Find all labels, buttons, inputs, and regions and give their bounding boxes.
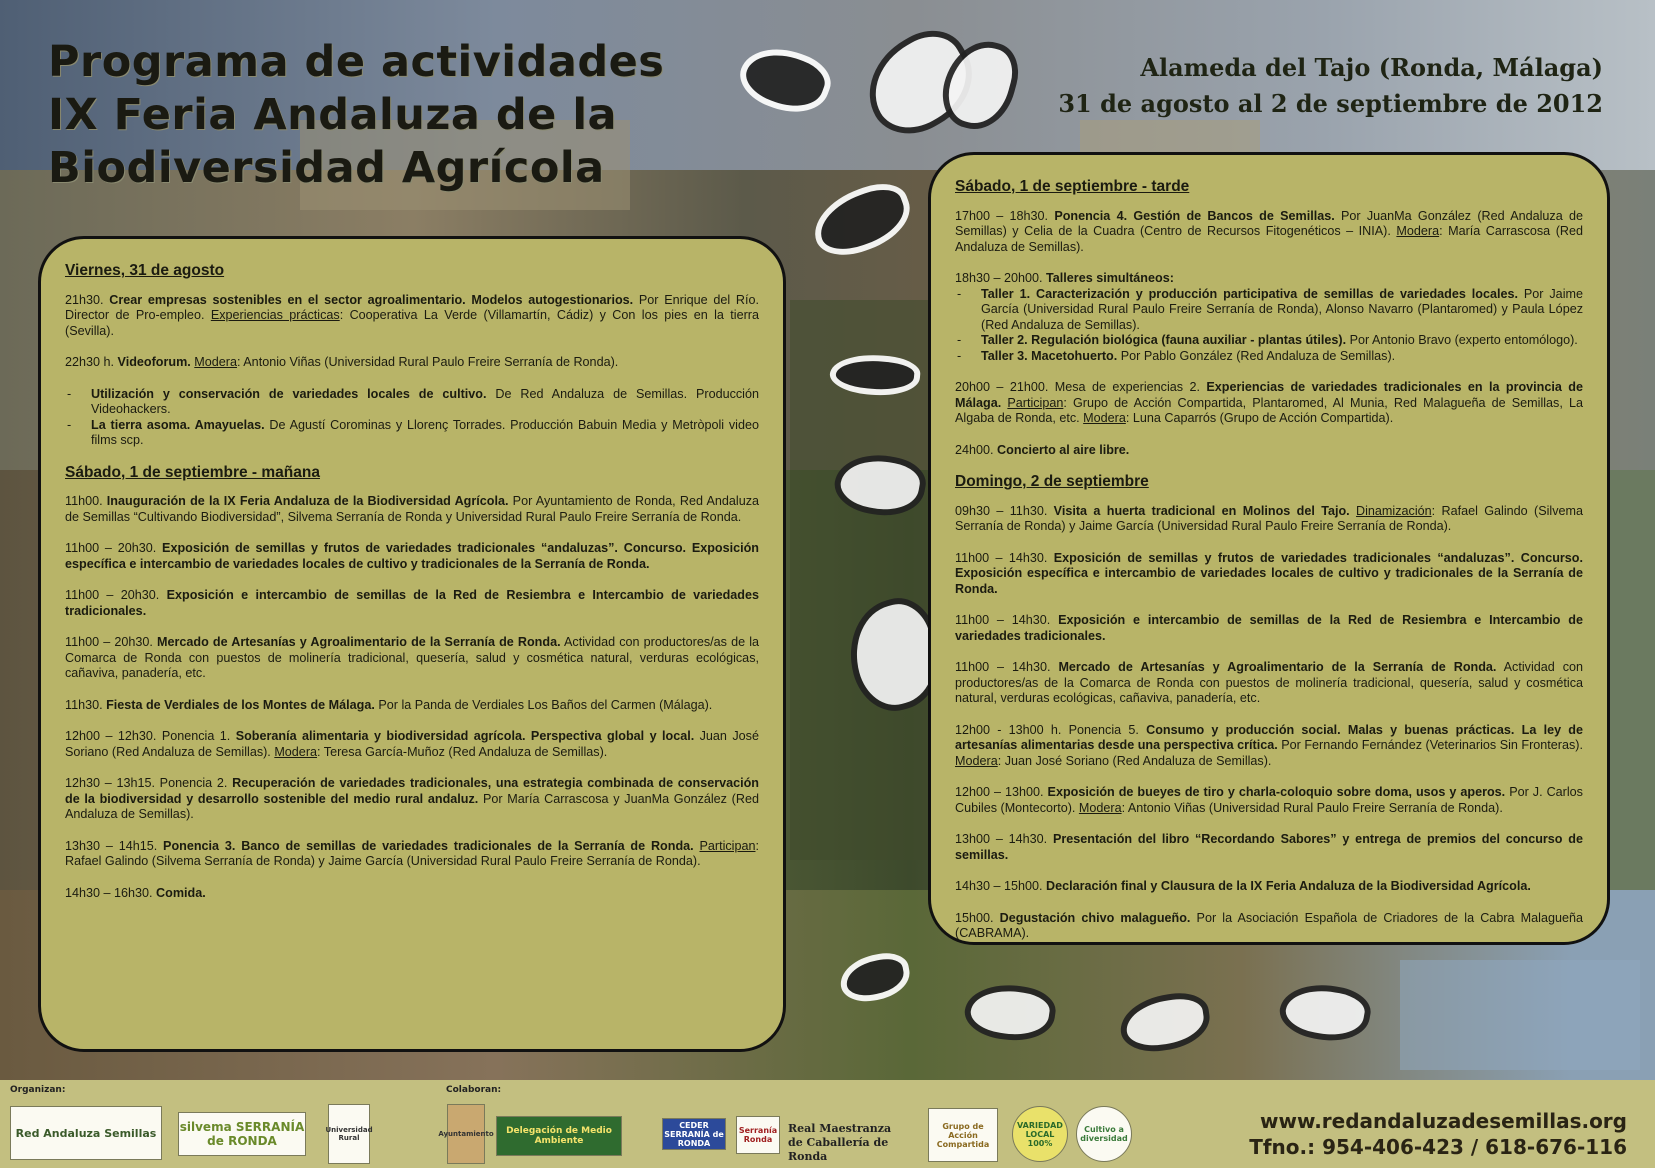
item-title: La tierra asoma. Amayuelas.	[91, 417, 265, 432]
item-title: Exposición de bueyes de tiro y charla-coloquio sobre doma, usos y aperos.	[1043, 785, 1506, 799]
item-title: Experiencias de variedades tradicionales en la provincia de Málaga.	[955, 380, 1583, 410]
day-heading: Sábado, 1 de septiembre - tarde	[955, 178, 1190, 195]
item-title: Declaración final y Clausura de la IX Feria Andaluza de la Biodiversidad Agrícola.	[1042, 879, 1531, 893]
item-text: Actividad con productores/as de la Comarca de Ronda con puestos de molinería tradicional, quesería, salud y cosmética natural, verduras ecológicas, cañaviva, panadería, etc.	[65, 635, 760, 680]
program-item	[955, 911, 1583, 942]
list-item	[65, 418, 759, 449]
poster-title	[48, 36, 664, 195]
program-item	[65, 698, 759, 714]
item-text: : Juan José Soriano (Red Andaluza de Semillas).	[997, 753, 1272, 768]
item-time: 13h00 – 14h30.	[955, 832, 1048, 846]
venue-dates: 31 de agosto al 2 de septiembre de 2012	[1058, 89, 1603, 118]
day-heading: Viernes, 31 de agosto	[65, 262, 225, 279]
item-text: Por la Asociación Española de Criadores de la Cabra Malagueña (CABRAMA).	[955, 910, 1583, 940]
list-item	[955, 349, 1583, 365]
item-text: De Red Andaluza de Semillas. Producción Videohackers.	[91, 386, 759, 416]
item-label: Modera	[1083, 411, 1126, 425]
day-heading: Sábado, 1 de septiembre - mañana	[65, 463, 320, 481]
item-text: Por Ayuntamiento de Ronda, Red Andaluza de Semillas “Cultivando Biodiversidad”, Silvema Serranía de Ronda y Universidad Rural Paulo Freire Serranía de Ronda.	[65, 494, 760, 524]
day-heading: Domingo, 2 de septiembre	[955, 473, 1149, 490]
item-title: Taller 3. Macetohuerto.	[981, 348, 1118, 363]
program-item	[65, 355, 759, 371]
program-item	[955, 832, 1583, 863]
item-time: 14h30 – 16h30.	[65, 885, 153, 900]
program-item	[65, 886, 759, 902]
item-text: Por JuanMa González (Red Andaluza de Semillas) y Celia de la Cuadra (Centro de Recursos Fitogenéticos – INIA).	[955, 208, 1584, 238]
item-title: Crear empresas sostenibles en el sector agroalimentario. Modelos autogestionarios.	[109, 292, 634, 307]
item-label: Modera	[1396, 224, 1440, 238]
item-title: Taller 2. Regulación biológica (fauna auxiliar - plantas útiles).	[981, 333, 1347, 347]
item-title: Talleres simultáneos:	[1042, 271, 1174, 285]
item-text: Juan José Soriano (Red Andaluza de Semillas).	[65, 729, 759, 759]
title-line: IX Feria Andaluza de la	[48, 90, 618, 140]
item-time: 21h30.	[65, 292, 104, 307]
item-time: 20h00 – 21h00. Mesa de experiencias 2.	[955, 380, 1200, 394]
real-maestranza-text: Real Maestranza de Caballería de Ronda	[788, 1122, 892, 1163]
item-title: Exposición e intercambio de semillas de la Red de Resiembra e Intercambio de variedades tradicionales.	[955, 613, 1583, 643]
item-title: Fiesta de Verdiales de los Montes de Málaga.	[102, 697, 375, 712]
red-andaluza-semillas-logo: Red Andaluza Semillas	[10, 1106, 162, 1160]
item-time: 11h00 – 20h30.	[65, 635, 153, 649]
item-label: Participan	[1007, 395, 1064, 410]
item-label: Dinamización	[1356, 503, 1432, 518]
item-text: Por María Carrascosa y JuanMa González (Red Andaluza de Semillas).	[65, 791, 759, 821]
item-title: Ponencia 3. Banco de semillas de variedades tradicionales de la Serranía de Ronda.	[157, 838, 694, 853]
cultivo-diversidad-logo: Cultivo a diversidad	[1076, 1106, 1132, 1162]
item-text: : Teresa García-Muñoz (Red Andaluza de Semillas).	[317, 744, 608, 759]
program-item	[955, 879, 1583, 895]
program-panel-left	[38, 236, 786, 1052]
item-time: 14h30 – 15h00.	[955, 879, 1043, 893]
item-text: : Antonio Viñas (Universidad Rural Paulo Freire Serranía de Ronda).	[236, 355, 619, 369]
item-title: Ponencia 4. Gestión de Bancos de Semillas.	[1048, 208, 1335, 223]
item-text: Por Jaime García (Universidad Rural Paulo Freire Serranía de Ronda), Alonso Navarro (Plantaromed) y Paula López (Red Andaluza de Semillas).	[981, 286, 1583, 332]
grupo-accion-compartida-logo: Grupo de Acción Compartida	[928, 1108, 998, 1162]
item-text: Por Antonio Bravo (experto entomólogo).	[1346, 333, 1578, 347]
item-title: Exposición e intercambio de semillas de la Red de Resiembra e Intercambio de variedades tradicionales.	[65, 588, 759, 618]
program-item	[955, 380, 1583, 427]
universidad-rural-logo: Universidad Rural	[328, 1104, 370, 1164]
item-text: : Cooperativa La Verde (Villamartín, Cádiz) y Con los pies en la tierra (Sevilla).	[65, 308, 759, 338]
item-label: Participan	[699, 838, 756, 853]
program-item	[65, 588, 759, 619]
venue-place: Alameda del Tajo (Ronda, Málaga)	[1140, 53, 1603, 82]
item-title: Presentación del libro “Recordando Sabores” y entrega de premios del concurso de semillas.	[955, 832, 1583, 862]
item-time: 22h30 h.	[65, 355, 115, 369]
item-time: 17h00 – 18h30.	[955, 208, 1049, 223]
program-item	[65, 635, 759, 682]
item-time: 11h00 – 20h30.	[65, 541, 157, 555]
item-title: Mercado de Artesanías y Agroalimentario de la Serranía de Ronda.	[1050, 660, 1497, 674]
item-title: Visita a huerta tradicional en Molinos del Tajo.	[1047, 503, 1350, 518]
item-time: 12h00 - 13h00 h. Ponencia 5.	[955, 722, 1139, 737]
item-time: 13h30 – 14h15.	[65, 838, 158, 853]
item-text: Actividad con productores/as de la Comarca de Ronda con puestos de molinería tradicional, quesería, salud y cosmética natural, verduras ecológicas, cañaviva, panadería, etc.	[955, 660, 1583, 705]
item-title: Consumo y producción social. Malas y buenas prácticas. La ley de artesanías alimentarias desde una perspectiva crítica.	[955, 722, 1584, 752]
item-text: : Luna Caparrós (Grupo de Acción Compartida).	[1125, 411, 1394, 425]
serrania-ronda-logo: Serranía Ronda	[736, 1116, 780, 1154]
item-label: Modera	[955, 753, 998, 768]
item-text: : Rafael Galindo (Silvema Serranía de Ronda) y Jaime García (Universidad Rural Paulo Freire Serranía de Ronda).	[955, 503, 1583, 533]
title-line: Programa de actividades	[48, 37, 665, 87]
item-text: Por la Panda de Verdiales Los Baños del Carmen (Málaga).	[374, 697, 713, 712]
program-item	[65, 776, 759, 823]
item-title: Soberanía alimentaria y biodiversidad agrícola. Perspectiva global y local.	[230, 729, 695, 743]
organizan-label: Organizan:	[10, 1085, 66, 1095]
item-title: Degustación chivo malagueño.	[993, 910, 1191, 925]
contact-block	[1249, 1108, 1627, 1160]
program-item	[955, 723, 1583, 770]
item-time: 11h00 – 14h30.	[955, 660, 1051, 674]
film-list	[65, 387, 759, 449]
background-field	[1400, 960, 1640, 1070]
list-item	[65, 387, 759, 418]
variedad-local-logo: VARIEDAD LOCAL 100%	[1012, 1106, 1068, 1162]
item-text: Por Pablo González (Red Andaluza de Semillas).	[1117, 348, 1396, 363]
item-title: Taller 1. Caracterización y producción participativa de semillas de variedades locales.	[981, 286, 1518, 301]
item-text: Por Enrique del Río. Director de Pro-empleo.	[65, 292, 759, 322]
item-text: : Rafael Galindo (Silvema Serranía de Ronda) y Jaime García (Universidad Rural Paulo Freire Serranía de Ronda).	[65, 838, 759, 868]
program-item	[955, 660, 1583, 707]
item-label: Modera	[1078, 800, 1122, 815]
program-item	[955, 443, 1583, 459]
item-title: Exposición de semillas y frutos de variedades tradicionales “andaluzas”. Concurso. Exposición específica e intercambio de variedades locales de cultivo y tradicionales de la Serranía de Ronda.	[65, 541, 759, 571]
program-item	[955, 785, 1583, 816]
item-time: 11h00.	[65, 494, 103, 508]
item-time: 11h00 – 20h30.	[65, 588, 160, 602]
ayuntamiento-ronda-logo: Ayuntamiento	[447, 1104, 485, 1164]
item-time: 18h30 – 20h00.	[955, 271, 1043, 285]
item-label: Modera	[194, 355, 237, 369]
program-item	[65, 839, 759, 870]
program-item	[955, 209, 1583, 256]
item-title: Recuperación de variedades tradicionales, una estrategia combinada de conservación de la biodiversidad y desarrollo sostenible del medio rural andaluz.	[65, 776, 759, 806]
item-title: Comida.	[152, 885, 206, 900]
website-link[interactable]: www.redandaluzadesemillas.org	[1260, 1109, 1627, 1133]
list-item	[955, 333, 1583, 349]
program-item	[955, 613, 1583, 644]
title-line: Biodiversidad Agrícola	[48, 143, 605, 193]
item-text: : Antonio Viñas (Universidad Rural Paulo Freire Serranía de Ronda).	[1121, 800, 1503, 815]
item-time: 12h00 – 12h30. Ponencia 1.	[65, 729, 231, 743]
item-time: 15h00.	[955, 910, 994, 925]
item-title: Inauguración de la IX Feria Andaluza de la Biodiversidad Agrícola.	[102, 494, 509, 508]
program-panel-right	[928, 152, 1610, 945]
item-title: Videoforum.	[114, 355, 191, 369]
list-item	[955, 287, 1583, 334]
program-item	[955, 504, 1583, 535]
item-title: Exposición de semillas y frutos de variedades tradicionales “andaluzas”. Concurso. Exposición específica e intercambio de variedades locales de cultivo y tradicionales de la Serranía de Ronda.	[955, 550, 1583, 596]
program-item	[65, 494, 759, 525]
item-text: : María Carrascosa (Red Andaluza de Semillas).	[955, 224, 1584, 254]
program-item	[955, 551, 1583, 598]
item-text: Por Fernando Fernández (Veterinarios Sin Fronteras).	[1277, 738, 1583, 752]
item-label: Experiencias prácticas	[210, 308, 340, 322]
item-time: 09h30 – 11h30.	[955, 503, 1048, 518]
item-time: 12h00 – 13h00.	[955, 785, 1044, 799]
program-item	[65, 729, 759, 760]
ceder-logo: CEDER SERRANÍA de RONDA	[662, 1118, 726, 1150]
colaboran-label: Colaboran:	[446, 1085, 502, 1095]
item-title: Utilización y conservación de variedades locales de cultivo.	[91, 386, 487, 401]
item-label: Modera	[274, 744, 318, 759]
phone-numbers: Tfno.: 954-406-423 / 618-676-116	[1249, 1135, 1627, 1159]
delegacion-medio-ambiente-logo: Delegación de Medio Ambiente	[496, 1116, 622, 1156]
item-time: 24h00.	[955, 442, 994, 457]
program-item	[65, 541, 759, 572]
item-time: 12h30 – 13h15. Ponencia 2.	[65, 776, 228, 790]
item-text: De Agustí Corominas y Llorenç Torrades. Producción Babuin Media y Metròpoli video films scp.	[91, 417, 759, 447]
item-time: 11h00 – 14h30.	[955, 613, 1051, 627]
item-text: Por J. Carlos Cubiles (Montecorto).	[955, 785, 1583, 815]
item-time: 11h30.	[65, 697, 103, 712]
item-time: 11h00 – 14h30.	[955, 550, 1048, 565]
workshop-list	[955, 287, 1583, 365]
silvema-logo: silvema SERRANÍA de RONDA	[178, 1112, 306, 1156]
venue-block	[1058, 50, 1603, 122]
program-item	[955, 271, 1583, 287]
item-title: Concierto al aire libre.	[993, 442, 1130, 457]
program-item	[65, 293, 759, 340]
item-text: : Grupo de Acción Compartida, Plantaromed, Al Munia, Red Malagueña de Semillas, La Algaba de Ronda, etc.	[955, 395, 1584, 425]
item-title: Mercado de Artesanías y Agroalimentario de la Serranía de Ronda.	[152, 635, 561, 649]
